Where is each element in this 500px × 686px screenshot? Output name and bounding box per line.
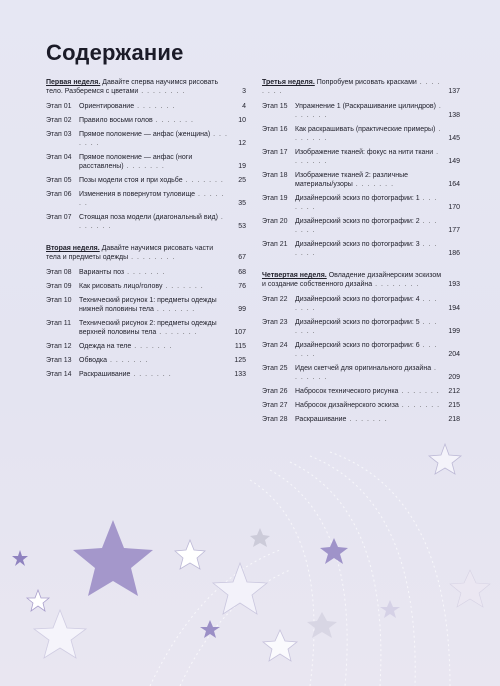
stage-label: Этап 20 [262, 218, 288, 225]
toc-entry[interactable]: Этап 20 Дизайнерский эскиз по фотографии: 2 . . . . . . . 177 [262, 218, 460, 234]
page-number: 137 [448, 88, 460, 95]
page-number: 215 [448, 402, 460, 409]
swirl-lines [150, 452, 450, 686]
entry-title: Прямое положение — анфас (ноги расставлены) [79, 154, 193, 170]
entry-title: Технический рисунок 1: предметы одежды нижней половины тела [79, 297, 217, 313]
stage-label: Этап 05 [46, 177, 72, 184]
stage-label: Этап 09 [46, 283, 72, 290]
entry-title: Изменения в повернутом туловище [79, 191, 196, 198]
stage-label: Этап 25 [262, 365, 288, 372]
toc-entry[interactable]: Этап 10 Технический рисунок 1: предметы одежды нижней половины тела . . . . . . . 99 [46, 297, 246, 313]
toc-entry[interactable]: Этап 05 Позы модели стоя и при ходьбе . . . . . . . 25 [46, 177, 246, 184]
entry-title: Дизайнерский эскиз по фотографии: 2 [295, 218, 420, 225]
toc-entry[interactable]: Этап 17 Изображение тканей: фокус на нити ткани . . . . . . . 149 [262, 149, 460, 165]
stage-label: Этап 06 [46, 191, 72, 198]
toc-entry[interactable]: Этап 15 Упражнение 1 (Раскрашивание цилиндров) . . . . . . . 138 [262, 103, 460, 119]
toc-left-column [46, 78, 246, 384]
week-name: Вторая неделя. [46, 245, 100, 252]
stage-label: Этап 08 [46, 269, 72, 276]
week-name: Четвертая неделя. [262, 272, 327, 279]
page-number: 19 [238, 163, 246, 170]
page-number: 53 [238, 223, 246, 230]
page-number: 194 [448, 305, 460, 312]
page-number: 170 [448, 204, 460, 211]
star-icon [34, 610, 86, 658]
page-number: 125 [234, 357, 246, 364]
stage-label: Этап 18 [262, 172, 288, 179]
stage-label: Этап 23 [262, 319, 288, 326]
page-number: 218 [448, 416, 460, 423]
page-number: 133 [234, 371, 246, 378]
page-number: 76 [238, 283, 246, 290]
week-heading: Вторая неделя. Давайте научимся рисовать части тела и предметы одежды . . . . . . . . 67 [46, 245, 246, 261]
page-number: 186 [448, 250, 460, 257]
week-description: Давайте научимся рисовать части тела и предметы одежды [46, 245, 214, 261]
star-icon [320, 538, 348, 564]
entry-title: Одежда на теле [79, 343, 132, 350]
toc-entry[interactable]: Этап 25 Идеи скетчей для оригинального дизайна . . . . . . . 209 [262, 365, 460, 381]
page-number: 138 [448, 112, 460, 119]
stage-label: Этап 21 [262, 241, 288, 248]
week-description: Попробуем рисовать красками [316, 79, 417, 86]
week-description: Овладение дизайнерским эскизом и создание собственного дизайна [262, 272, 442, 288]
toc-entry[interactable]: Этап 27 Набросок дизайнерского эскиза . . . . . . . 215 [262, 402, 460, 409]
week-name: Первая неделя. [46, 79, 101, 86]
page-number: 199 [448, 328, 460, 335]
star-icon [213, 563, 267, 614]
star-icon [250, 528, 270, 547]
toc-right-column [262, 78, 460, 429]
section-gap [262, 263, 460, 271]
toc-entry[interactable]: Этап 02 Правило восьми голов . . . . . . . 10 [46, 117, 246, 124]
page-number: 12 [238, 140, 246, 147]
toc-entry[interactable]: Этап 16 Как раскрашивать (практические примеры) . . . . . . . 145 [262, 126, 460, 142]
stage-label: Этап 17 [262, 149, 288, 156]
stage-label: Этап 19 [262, 195, 288, 202]
page-number: 67 [238, 254, 246, 261]
stage-label: Этап 16 [262, 126, 288, 133]
star-icon [380, 600, 400, 618]
entry-title: Варианты поз [79, 269, 125, 276]
page-number: 10 [238, 117, 246, 124]
stage-label: Этап 12 [46, 343, 72, 350]
page-number: 115 [234, 343, 246, 350]
week-heading: Третья неделя. Попробуем рисовать красками . . . . . . . . 137 [262, 79, 460, 95]
entry-title: Упражнение 1 (Раскрашивание цилиндров) [295, 103, 436, 110]
entry-title: Набросок технического рисунка [295, 388, 399, 395]
star-icon [307, 612, 337, 638]
page-number: 212 [448, 388, 460, 395]
week-heading: Четвертая неделя. Овладение дизайнерским эскизом и создание собственного дизайна . . . . . . . . 193 [262, 272, 460, 288]
star-icon [263, 630, 297, 661]
page-number: 145 [448, 135, 460, 142]
stage-label: Этап 10 [46, 297, 72, 304]
star-icon [429, 444, 461, 474]
stage-label: Этап 28 [262, 416, 288, 423]
stage-label: Этап 02 [46, 117, 72, 124]
entry-title: Дизайнерский эскиз по фотографии: 4 [295, 296, 420, 303]
page-number: 3 [242, 88, 246, 95]
toc-entry[interactable]: Этап 03 Прямое положение — анфас (женщина) . . . . . . . 12 [46, 131, 246, 147]
page-number: 4 [242, 103, 246, 110]
entry-title: Дизайнерский эскиз по фотографии: 6 [295, 342, 420, 349]
toc-entry[interactable]: Этап 24 Дизайнерский эскиз по фотографии: 6 . . . . . . . 204 [262, 342, 460, 358]
star-icon [175, 540, 205, 569]
entry-title: Позы модели стоя и при ходьбе [79, 177, 183, 184]
page-number: 177 [448, 227, 460, 234]
stage-label: Этап 07 [46, 214, 72, 221]
toc-entry[interactable]: Этап 08 Варианты поз . . . . . . . 68 [46, 269, 246, 276]
toc-entry[interactable]: Этап 09 Как рисовать лицо/голову . . . . . . . 76 [46, 283, 246, 290]
page-number: 107 [234, 329, 246, 336]
page-number: 99 [238, 306, 246, 313]
stage-label: Этап 14 [46, 371, 72, 378]
toc-entry[interactable]: Этап 12 Одежда на теле . . . . . . . 115 [46, 343, 246, 350]
page-number: 164 [448, 181, 460, 188]
toc-entry[interactable]: Этап 14 Раскрашивание . . . . . . . 133 [46, 371, 246, 378]
entry-title: Как раскрашивать (практические примеры) [295, 126, 436, 133]
entry-title: Как рисовать лицо/голову [79, 283, 163, 290]
entry-title: Дизайнерский эскиз по фотографии: 3 [295, 241, 420, 248]
star-icon [450, 570, 490, 607]
stage-label: Этап 04 [46, 154, 72, 161]
page-title: Содержание [46, 40, 184, 65]
toc-entry[interactable]: Этап 19 Дизайнерский эскиз по фотографии: 1 . . . . . . . 170 [262, 195, 460, 211]
stars [12, 444, 490, 661]
week-name: Третья неделя. [262, 79, 315, 86]
stage-label: Этап 27 [262, 402, 288, 409]
star-icon [27, 590, 49, 611]
stage-label: Этап 24 [262, 342, 288, 349]
stage-label: Этап 01 [46, 103, 72, 110]
entry-title: Набросок дизайнерского эскиза [295, 402, 399, 409]
stage-label: Этап 22 [262, 296, 288, 303]
toc-entry[interactable]: Этап 13 Обводка . . . . . . . 125 [46, 357, 246, 364]
entry-title: Обводка [79, 357, 108, 364]
page-number: 68 [238, 269, 246, 276]
entry-title: Дизайнерский эскиз по фотографии: 1 [295, 195, 420, 202]
entry-title: Раскрашивание [79, 371, 131, 378]
stage-label: Этап 03 [46, 131, 72, 138]
toc-entry[interactable]: Этап 23 Дизайнерский эскиз по фотографии: 5 . . . . . . . 199 [262, 319, 460, 335]
page-number: 204 [448, 351, 460, 358]
page-number: 25 [238, 177, 246, 184]
entry-title: Технический рисунок 2: предметы одежды верхней половины тела [79, 320, 217, 336]
week-heading: Первая неделя. Давайте сперва научимся рисовать тело. Разберемся с цветами . . . . . . . . 3 [46, 79, 246, 95]
page-number: 209 [448, 374, 460, 381]
toc-entry[interactable]: Этап 04 Прямое положение — анфас (ноги расставлены) . . . . . . . 19 [46, 154, 246, 170]
stage-label: Этап 13 [46, 357, 72, 364]
star-icon [73, 520, 153, 596]
page-number: 193 [448, 281, 460, 288]
entry-title: Изображение тканей 2: различные материалы/узоры [295, 172, 409, 188]
stage-label: Этап 15 [262, 103, 288, 110]
stage-label: Этап 11 [46, 320, 72, 327]
toc-entry[interactable]: Этап 21 Дизайнерский эскиз по фотографии: 3 . . . . . . . 186 [262, 241, 460, 257]
toc-entry[interactable]: Этап 26 Набросок технического рисунка . . . . . . . 212 [262, 388, 460, 395]
star-icon [200, 620, 220, 638]
stage-label: Этап 26 [262, 388, 288, 395]
toc-entry[interactable]: Этап 11 Технический рисунок 2: предметы одежды верхней половины тела . . . . . . . 107 [46, 320, 246, 336]
page-number: 149 [448, 158, 460, 165]
section-gap [46, 236, 246, 244]
toc-entry[interactable]: Этап 06 Изменения в повернутом туловище . . . . . . . 35 [46, 191, 246, 207]
toc-entry[interactable]: Этап 01 Ориентирование . . . . . . . 4 [46, 103, 246, 110]
toc-entry[interactable]: Этап 18 Изображение тканей 2: различные материалы/узоры . . . . . . . 164 [262, 172, 460, 188]
entry-title: Стоящая поза модели (диагональный вид) [79, 214, 218, 221]
entry-title: Дизайнерский эскиз по фотографии: 5 [295, 319, 420, 326]
entry-title: Изображение тканей: фокус на нити ткани [295, 149, 434, 156]
star-icon [12, 550, 28, 566]
week-description: Давайте сперва научимся рисовать тело. Разберемся с цветами [46, 79, 219, 95]
entry-title: Идеи скетчей для оригинального дизайна [295, 365, 432, 372]
toc-entry[interactable]: Этап 07 Стоящая поза модели (диагональный вид) . . . . . . . 53 [46, 214, 246, 230]
page-number: 35 [238, 200, 246, 207]
entry-title: Правило восьми голов [79, 117, 153, 124]
entry-title: Ориентирование [79, 103, 135, 110]
entry-title: Прямое положение — анфас (женщина) [79, 131, 211, 138]
entry-title: Раскрашивание [295, 416, 347, 423]
star-decoration [0, 400, 500, 686]
toc-entry[interactable]: Этап 28 Раскрашивание . . . . . . . 218 [262, 416, 460, 423]
toc-entry[interactable]: Этап 22 Дизайнерский эскиз по фотографии: 4 . . . . . . . 194 [262, 296, 460, 312]
